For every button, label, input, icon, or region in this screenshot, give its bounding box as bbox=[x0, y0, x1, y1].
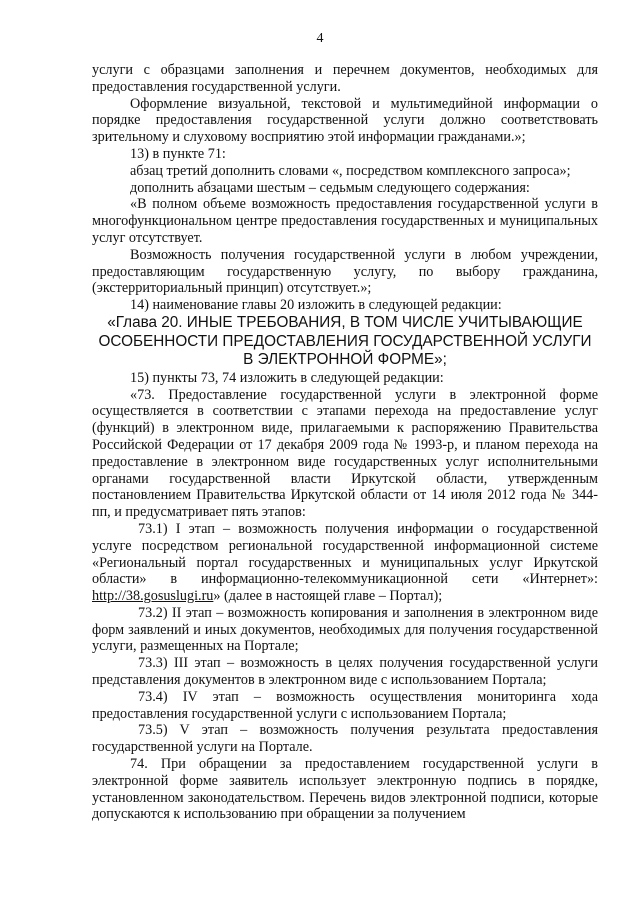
paragraph: услуги с образцами заполнения и перечнем документов, необходимых для предоставления государственной услуги. bbox=[92, 62, 598, 95]
paragraph: «В полном объеме возможность предоставления государственной услуги в многофункциональном центре предоставления государственных и муниципальных услуг отсутствует. bbox=[92, 196, 598, 246]
portal-link[interactable]: http://38.gosuslugi.ru bbox=[92, 588, 214, 605]
document-body bbox=[92, 62, 598, 823]
paragraph: 13) в пункте 71: bbox=[130, 145, 226, 162]
paragraph: 73.5) V этап – возможность получения результата предоставления государственной услуги на Портале. bbox=[92, 722, 598, 756]
paragraph: дополнить абзацами шестым – седьмым следующего содержания: bbox=[130, 179, 530, 196]
chapter-heading: «Глава 20. ИНЫЕ ТРЕБОВАНИЯ, В ТОМ ЧИСЛЕ УЧИТЫВАЮЩИЕ ОСОБЕННОСТИ ПРЕДОСТАВЛЕНИЯ ГОСУДАРСТВЕННОЙ УСЛУГИ В ЭЛЕКТРОННОЙ ФОРМЕ»; bbox=[98, 313, 592, 369]
page-number: 4 bbox=[316, 31, 324, 46]
paragraph: Возможность получения государственной услуги в любом учреждении, предоставляющим государственную услугу, по выбору гражданина, (экстерриториальный принцип) отсутствует.»; bbox=[92, 246, 598, 297]
paragraph: 74. При обращении за предоставлением государственной услуги в электронной форме заявитель использует электронную подпись в порядке, установленном законодательством. Перечень видов электронной подписи, которые допускаются к использованию при обращении за получением bbox=[92, 756, 598, 823]
paragraph: 73.3) III этап – возможность в целях получения государственной услуги представления документов в электронном виде с использованием Портала; bbox=[92, 655, 598, 689]
paragraph: 15) пункты 73, 74 изложить в следующей редакции: bbox=[130, 369, 444, 386]
paragraph: абзац третий дополнить словами «, посредством комплексного запроса»; bbox=[130, 162, 571, 179]
paragraph: Оформление визуальной, текстовой и мультимедийной информации о порядке предоставления государственной услуги должно соответствовать зрительному и слуховому восприятию этой информации гражданами.»; bbox=[92, 95, 598, 146]
paragraph: 73.4) IV этап – возможность осуществления мониторинга хода предоставления государственной услуги с использованием Портала; bbox=[92, 688, 598, 722]
paragraph: 73.2) II этап – возможность копирования и заполнения в электронном виде форм заявлений и иных документов, необходимых для получения государственной услуги, размещенных на Портале; bbox=[92, 604, 598, 655]
paragraph: 73.1) I этап – возможность получения информации о государственной услуге посредством региональной государственной информационной системе «Региональный портал государственных и муниципальных услуг Иркутской области» в информационно-телекоммуникационной сети «Интернет»: http://38.gosuslugi.ru» (далее в настоящей главе – Портал); bbox=[92, 520, 598, 605]
paragraph: «73. Предоставление государственной услуги в электронной форме осуществляется в соответствии с этапами перехода на предоставление услуг (функций) в электронном виде, прилагаемыми к распоряжению Правительства Российской Федерации от 17 декабря 2009 года № 1993-р, и планом перехода на предоставление в электронном виде государственных услуг исполнительными органами государственной власти Иркутской области, утвержденным постановлением Правительства Иркутской области от 14 июля 2012 года № 344-пп, и предусматривает пять этапов: bbox=[92, 386, 598, 521]
paragraph: 14) наименование главы 20 изложить в следующей редакции: bbox=[130, 297, 502, 314]
